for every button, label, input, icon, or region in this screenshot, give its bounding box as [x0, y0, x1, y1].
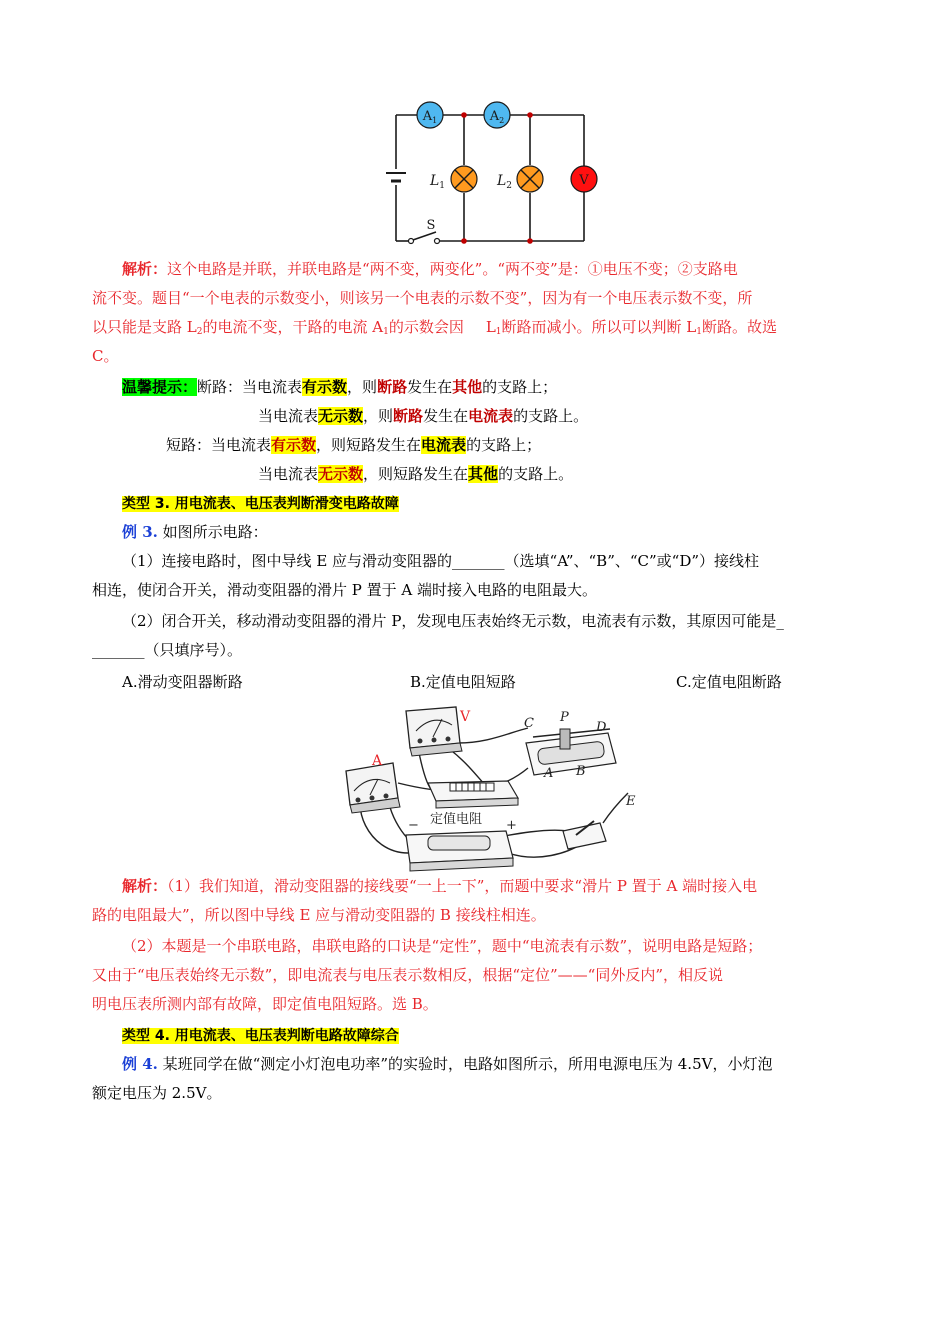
analysis1-line4: C。 [92, 347, 119, 365]
rheostat [524, 710, 616, 781]
lamp-l1 [429, 166, 477, 192]
svg-text:A2: $A_2$ [489, 109, 505, 125]
example3-q2-line1: （2）闭合开关，移动滑动变阻器的滑片 P，发现电压表始终无示数，电流表有示数，其原因可能是_ [122, 612, 784, 630]
svg-text:L2: $L_2$ [497, 173, 513, 191]
analysis2-p2-line2: 又由于“电压表始终无示数”，即电流表与电压表示数相反，根据“定位”——“同外反内”，相反说 [92, 966, 724, 984]
example3-q2-line2: _______（只填序号）。 [92, 641, 243, 659]
svg-text:E: E [626, 794, 636, 809]
analysis2-p2-line3: 明电压表所测内部有故障，即定值电阻短路。选 B。 [92, 995, 438, 1013]
svg-text:L1: $L_1$ [430, 173, 446, 191]
middle-board [428, 781, 518, 808]
example4-line2: 额定电压为 2.5V。 [92, 1084, 222, 1102]
svg-text:A: A [372, 753, 383, 769]
option-b: B.定值电阻短路 [410, 673, 516, 691]
analysis1-line3: 以只能是支路 $L_2$的电流不变，干路的电流 $A_1$的示数会因 $L_1$断路而减小。所以可以判断 $L_1$断路。故选 [92, 318, 778, 337]
option-a: A.滑动变阻器断路 [122, 673, 243, 691]
switch-label: S [426, 218, 436, 233]
svg-text:P: P [560, 710, 569, 725]
type3-heading: 类型 3. 用电流表、电压表判断滑变电路故障 [122, 496, 399, 512]
example4-line1: 例 4. 某班同学在做“测定小灯泡电功率”的实验时，电路如图所示，所用电源电压为 4.5V，小灯泡 [122, 1055, 773, 1073]
voltmeter [571, 166, 597, 192]
junction-dot [461, 112, 467, 118]
analysis2-p1-line1: 解析：（1）我们知道，滑动变阻器的接线要“一上一下”，而题中要求“滑片 P 置于 A 端时接入电 [122, 877, 758, 895]
junction-dot [461, 238, 467, 244]
type4-heading: 类型 4. 用电流表、电压表判断电路故障综合 [122, 1028, 399, 1044]
option-c: C.定值电阻断路 [676, 673, 782, 691]
voltmeter-device [406, 707, 471, 756]
svg-text:定值电阻: 定值电阻 [430, 812, 483, 827]
fixed-resistor [406, 811, 517, 871]
tip-line3: 短路：当电流表有示数，则短路发生在电流表的支路上； [166, 436, 542, 454]
ammeter-a1 [417, 102, 443, 128]
ammeter-a2 [484, 102, 510, 128]
experiment-figure [338, 703, 638, 873]
tip-line4: 当电流表无示数，则短路发生在其他的支路上。 [258, 465, 574, 483]
junction-dot [527, 112, 533, 118]
example3-title: 例 3. 如图所示电路： [122, 523, 268, 541]
ammeter-device [346, 753, 400, 813]
svg-text:−: − [408, 818, 419, 833]
circuit-diagram-1 [380, 95, 610, 255]
junction-dot [527, 238, 533, 244]
switch-contact-right [435, 239, 440, 244]
svg-text:A1: $A_1$ [422, 109, 438, 125]
svg-text:C: C [524, 716, 534, 731]
svg-text:A: A [544, 766, 554, 781]
svg-text:B: B [576, 764, 586, 779]
analysis2-p1-line2: 路的电阻最大”，所以图中导线 E 应与滑动变阻器的 B 接线柱相连。 [92, 906, 546, 924]
analysis2-p2-line1: （2）本题是一个串联电路，串联电路的口诀是“定性”，题中“电流表有示数”，说明电路是短路； [122, 937, 763, 955]
tip-line1: 温馨提示：断路：当电流表有示数，则断路发生在其他的支路上； [122, 378, 558, 396]
svg-text:D: D [596, 720, 607, 735]
svg-text:+: + [506, 818, 517, 833]
svg-text:V: V [460, 709, 471, 725]
switch-contact-left [409, 239, 414, 244]
analysis1-line2: 流不变。题目“一个电表的示数变小，则该另一个电表的示数不变”，因为有一个电压表示数不变，所 [92, 289, 753, 307]
switch-device [563, 794, 636, 849]
lamp-l2 [496, 166, 543, 192]
svg-text:V: V [579, 173, 589, 188]
analysis1-line1: 解析：这个电路是并联，并联电路是“两不变，两变化”。“两不变”是：①电压不变；②支路电 [122, 260, 738, 278]
tip-line2: 当电流表无示数，则断路发生在电流表的支路上。 [258, 407, 589, 425]
example3-q1-line2: 相连，使闭合开关，滑动变阻器的滑片 P 置于 A 端时接入电路的电阻最大。 [92, 581, 598, 599]
example3-q1-line1: （1）连接电路时，图中导线 E 应与滑动变阻器的_______（选填“A”、“B”、“C”或“D”）接线柱 [122, 552, 760, 570]
